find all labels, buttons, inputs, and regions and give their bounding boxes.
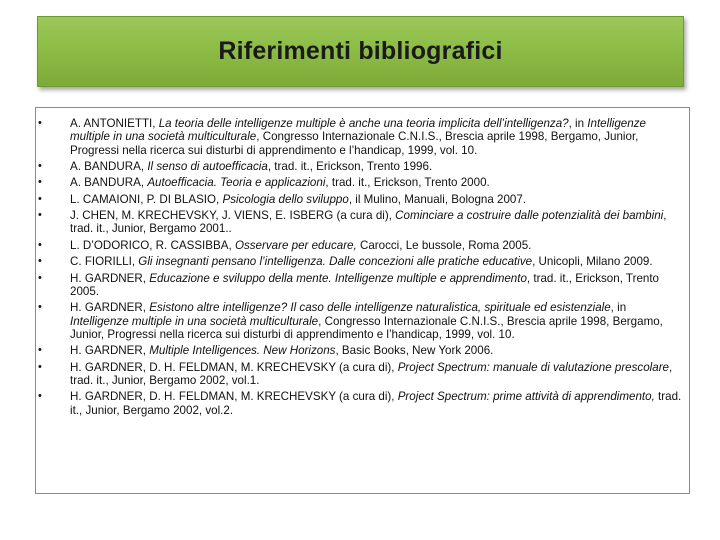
bullet-icon: • <box>38 176 42 189</box>
reference-text: L. D’ODORICO, R. CASSIBBA, <box>70 238 235 252</box>
bullet-icon: • <box>38 390 42 403</box>
reference-text: , Basic Books, New York 2006. <box>335 344 494 358</box>
reference-title-text: Osservare per educare, <box>234 238 357 252</box>
bullet-icon: • <box>38 301 42 314</box>
reference-text: , trad. it., Erickson, Trento 1996. <box>267 159 433 173</box>
reference-text: , il Mulino, Manuali, Bologna 2007. <box>348 192 527 206</box>
reference-item <box>35 193 685 206</box>
reference-title-text: Intelligenze multiple in una società multiculturale <box>70 117 646 144</box>
reference-text: , in <box>610 301 627 315</box>
reference-list <box>35 117 685 420</box>
reference-item <box>35 390 685 417</box>
reference-item <box>35 209 685 236</box>
bullet-icon: • <box>38 360 42 373</box>
reference-text: trad. it., Junior, Bergamo 2002, vol.2. <box>70 390 682 417</box>
bullet-icon: • <box>38 209 42 222</box>
reference-text: , trad. it., Erickson, Trento 2000. <box>325 176 490 190</box>
reference-title-text: Educazione e sviluppo della mente. Intelligenze multiple e apprendimento <box>149 271 527 285</box>
reference-title-text: Autoefficacia. Teoria e applicazioni <box>147 176 326 190</box>
reference-title-text: Il senso di autoefficacia <box>147 159 268 173</box>
reference-title-text: Intelligenze multiple in una società multiculturale <box>70 314 319 328</box>
bullet-icon: • <box>38 192 42 205</box>
reference-text: C. FIORILLI, <box>70 255 139 269</box>
reference-item <box>35 301 685 341</box>
reference-title-text: Esistono altre intelligenze? Il caso delle intelligenze naturalistica, spirituale ed esistenziale <box>149 301 611 315</box>
reference-title-text: Psicologia dello sviluppo <box>222 192 349 206</box>
reference-item <box>35 344 685 357</box>
reference-text: , Congresso Internazionale C.N.I.S., Brescia aprile 1998, Bergamo, Junior, Progressi nella ricerca sui disturbi di apprendimento e l’handicap, 1999, vol. 10. <box>70 314 663 341</box>
reference-title-text: Project Spectrum: manuale di valutazione prescolare <box>397 360 670 374</box>
reference-text: , trad. it., Junior, Bergamo 2001.. <box>70 209 667 236</box>
bullet-icon: • <box>38 238 42 251</box>
bullet-icon: • <box>38 344 42 357</box>
bullet-icon: • <box>38 255 42 268</box>
reference-item <box>35 239 685 252</box>
reference-title-text: Multiple Intelligences. New Horizons <box>149 344 336 358</box>
reference-text: , trad. it., Erickson, Trento 2005. <box>70 271 660 298</box>
slide-title: Riferimenti bibliografici <box>218 37 503 65</box>
reference-text: H. GARDNER, <box>70 271 150 285</box>
bullet-icon: • <box>38 271 42 284</box>
reference-text: , Congresso Internazionale C.N.I.S., Brescia aprile 1998, Bergamo, Junior, Progressi nella ricerca sui disturbi di apprendimento e l’handicap, 1999, vol. 10. <box>70 130 639 157</box>
reference-text: A. BANDURA, <box>70 159 148 173</box>
bullet-icon: • <box>38 117 42 129</box>
reference-text: , Unicopli, Milano 2009. <box>532 255 653 269</box>
reference-text: H. GARDNER, <box>70 344 150 358</box>
reference-item <box>35 160 685 173</box>
reference-item <box>35 117 685 157</box>
reference-item <box>35 272 685 299</box>
reference-title-text: Cominciare a costruire dalle potenzialità dei bambini <box>395 209 664 223</box>
reference-text: H. GARDNER, D. H. FELDMAN, M. KRECHEVSKY (a cura di), <box>70 390 398 404</box>
bullet-icon: • <box>38 159 42 172</box>
reference-text: H. GARDNER, <box>70 301 150 315</box>
reference-item <box>35 255 685 268</box>
reference-item <box>35 361 685 388</box>
reference-text: A. BANDURA, <box>70 176 148 190</box>
reference-title-text: Project Spectrum: prime attività di apprendimento, <box>397 390 655 404</box>
reference-title-text: Gli insegnanti pensano l’intelligenza. Dalle concezioni alle pratiche educative <box>138 255 533 269</box>
reference-text: L. CAMAIONI, P. DI BLASIO, <box>70 192 223 206</box>
reference-title-text: La teoria delle intelligenze multiple è anche una teoria implicita dell’intelligenza? <box>158 117 569 130</box>
reference-text: , trad. it., Junior, Bergamo 2002, vol.1. <box>70 360 673 387</box>
reference-item <box>35 176 685 189</box>
reference-text: J. CHEN, M. KRECHEVSKY, J. VIENS, E. ISBERG (a cura di), <box>70 209 396 223</box>
reference-text: Carocci, Le bussole, Roma 2005. <box>356 238 532 252</box>
reference-text: A. ANTONIETTI, <box>70 117 159 130</box>
title-banner <box>37 16 684 87</box>
reference-text: , in <box>568 117 588 130</box>
reference-text: H. GARDNER, D. H. FELDMAN, M. KRECHEVSKY (a cura di), <box>70 360 398 374</box>
